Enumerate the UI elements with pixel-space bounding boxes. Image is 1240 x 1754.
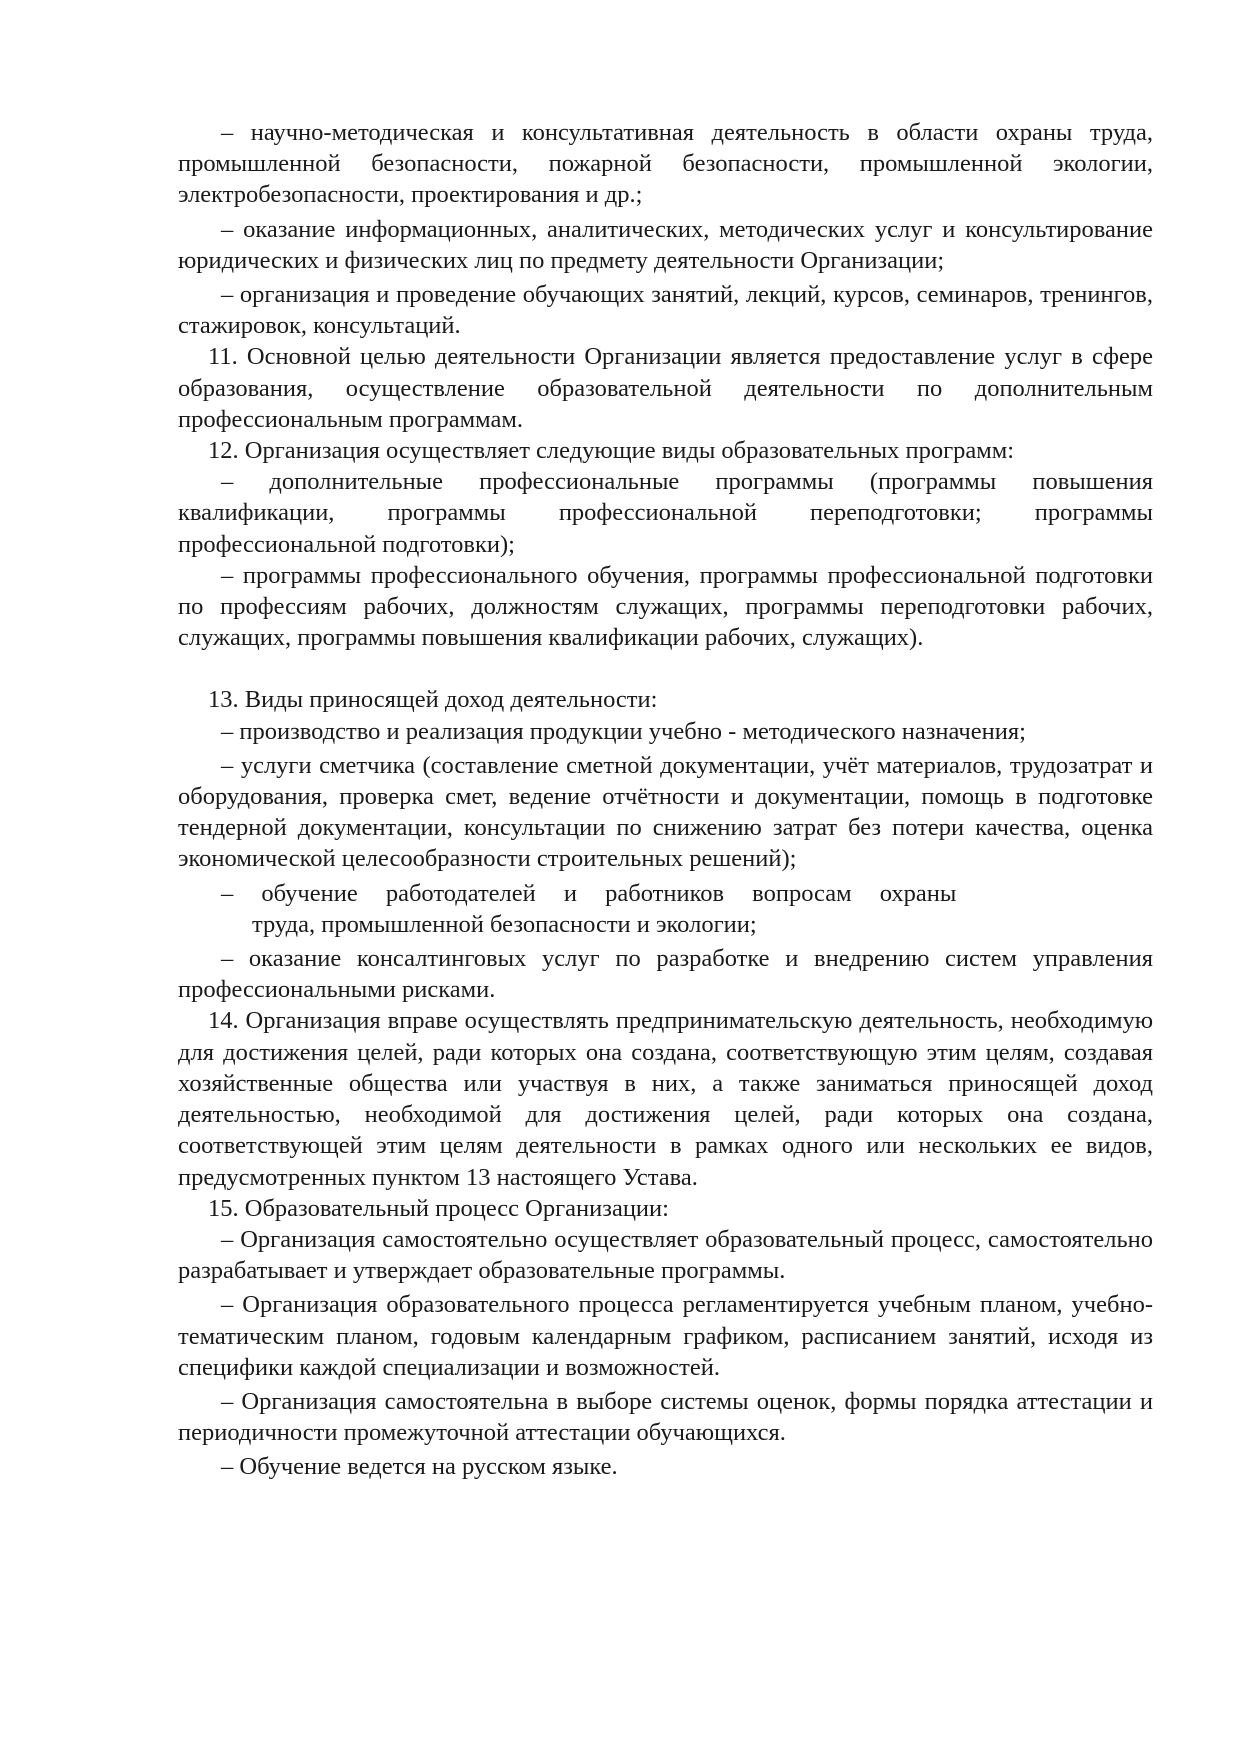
paragraph-item-12: 12. Организация осуществляет следующие виды образовательных программ: xyxy=(208,437,1015,465)
paragraph-additional-programs: – дополнительные профессиональные программы (программы повышения квалификации, программы профессиональной переподготовки; программы профессиональной подготовки); xyxy=(178,468,1153,558)
paragraph-research-activity: – научно-методическая и консультативная деятельность в области охраны труда, промышленной безопасности, пожарной безопасности, промышленной экологии, электробезопасности, проектирования и др.; xyxy=(178,119,1153,209)
paragraph-vocational-programs: – программы профессионального обучения, программы профессиональной подготовки по профессиям рабочих, должностям служащих, программы переподготовки рабочих, служащих, программы повышения квалификации рабочих, служащих). xyxy=(178,561,1153,652)
paragraph-item-15: 15. Образовательный процесс Организации: xyxy=(208,1194,669,1222)
paragraph-employer-training-line2: труда, промышленной безопасности и экологии; xyxy=(252,910,757,938)
paragraph-consulting-services: – оказание консалтинговых услуг по разработке и внедрению систем управления профессиональными рисками. xyxy=(178,945,1153,1004)
paragraph-process-regulation: – Организация образовательного процесса регламентируется учебным планом, учебно- тематическим планом, годовым календарным графиком, расписанием занятий, исходя из специфики каждой специализации и возможностей. xyxy=(178,1291,1153,1381)
paragraph-employer-training-line1: – обучение работодателей и работников вопросам охраны xyxy=(221,879,957,907)
paragraph-item-14: 14. Организация вправе осуществлять предпринимательскую деятельность, необходимую для достижения целей, ради которых она создана, соответствующую этим целям, создавая хозяйственные общества или участвуя в них, а также заниматься приносящей доход деятельностью, необходимой для достижения целей, ради которых она создана, соответствующей этим целям деятельности в рамках одного или нескольких ее видов, предусмотренных пунктом 13 настоящего Устава. xyxy=(178,1007,1153,1191)
paragraph-language: – Обучение ведется на русском языке. xyxy=(221,1453,618,1481)
paragraph-information-services: – оказание информационных, аналитических, методических услуг и консультирование юридических и физических лиц по предмету деятельности Организации; xyxy=(178,215,1153,274)
paragraph-item-11: 11. Основной целью деятельности Организации является предоставление услуг в сфере образования, осуществление образовательной деятельности по дополнительным профессиональным программам. xyxy=(178,343,1153,433)
paragraph-independent-process: – Организация самостоятельно осуществляет образовательный процесс, самостоятельно разрабатывает и утверждает образовательные программы. xyxy=(178,1225,1153,1285)
paragraph-item-13: 13. Виды приносящей доход деятельности: xyxy=(208,686,658,714)
paragraph-assessment-system: – Организация самостоятельна в выборе системы оценок, формы порядка аттестации и периодичности промежуточной аттестации обучающихся. xyxy=(178,1387,1153,1447)
document-body xyxy=(178,117,1153,1483)
paragraph-training-sessions: – организация и проведение обучающих занятий, лекций, курсов, семинаров, тренингов, стажировок, консультаций. xyxy=(178,281,1153,340)
paragraph-production: – производство и реализация продукции учебно - методического назначения; xyxy=(221,717,1026,745)
paragraph-estimator-services: – услуги сметчика (составление сметной документации, учёт материалов, трудозатрат и оборудования, проверка смет, ведение отчётности и документации, помощь в подготовке тендерной документации, консультации по снижению затрат без потери качества, оценка экономической целесообразности строительных решений); xyxy=(178,751,1153,873)
